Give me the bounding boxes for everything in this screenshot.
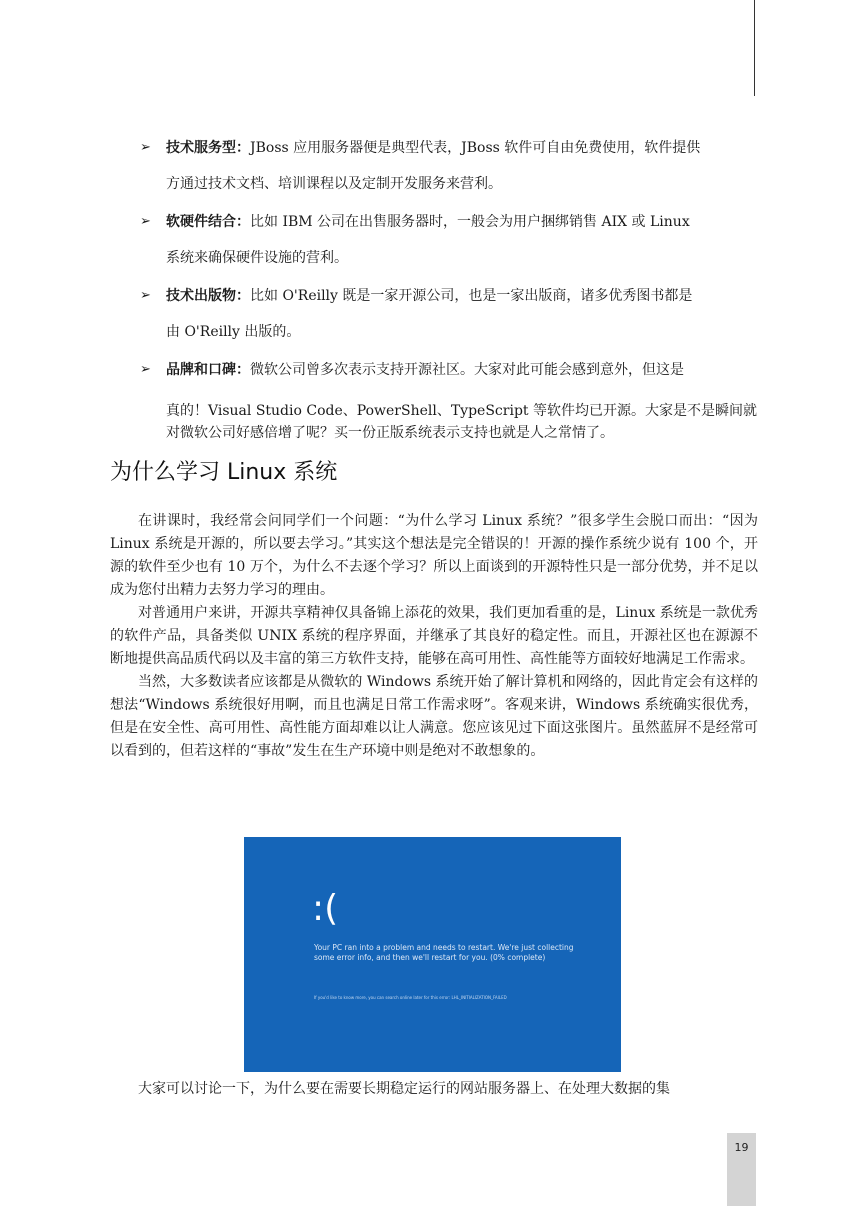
bullet-text-continued: 方通过技术文档、培训课程以及定制开发服务来营利。 <box>166 176 502 192</box>
list-item <box>140 352 760 444</box>
bullet-text-continued: 真的！Visual Studio Code、PowerShell、TypeScript 等软件均已开源。大家是不是瞬间就对微软公司好感倍增了呢？买一份正版系统表示支持也就是人之常情了。 <box>166 403 757 441</box>
bullet-list <box>140 130 760 446</box>
paragraph: 对普通用户来讲，开源共享精神仅具备锦上添花的效果，我们更加看重的是，Linux 系统是一款优秀的软件产品，具备类似 UNIX 系统的程序界面，并继承了其良好的稳定性。而且，开源社区也在源源不断地提供高品质代码以及丰富的第三方软件支持，能够在高可用性、高性能等方面较好地满足工作需求。 <box>110 605 758 667</box>
section-title: 为什么学习 Linux 系统 <box>110 460 338 485</box>
bullet-text: 微软公司曾多次表示支持开源社区。大家对此可能会感到意外，但这是 <box>250 362 684 378</box>
body-text <box>110 510 758 763</box>
bullet-text: 比如 O'Reilly 既是一家开源公司，也是一家出版商，诸多优秀图书都是 <box>250 288 693 304</box>
bullet-term: 技术服务型： <box>166 140 250 156</box>
list-item <box>140 204 760 276</box>
blue-screen-figure <box>244 837 621 1072</box>
bullet-term: 技术出版物： <box>166 288 250 304</box>
arrow-bullet-icon: ➢ <box>140 140 151 155</box>
paragraph-continued: 大家可以讨论一下，为什么要在需要长期稳定运行的网站服务器上、在处理大数据的集 <box>138 1081 670 1097</box>
bullet-term: 软硬件结合： <box>166 214 250 230</box>
bullet-text-continued: 由 O'Reilly 出版的。 <box>166 324 301 340</box>
paragraph: 在讲课时，我经常会问同学们一个问题：“为什么学习 Linux 系统？”很多学生会脱口而出：“因为 Linux 系统是开源的，所以要去学习。”其实这个想法是完全错误的！开源的操作系统少说有 100 个，开源的软件至少也有 10 万个，为什么不去逐个学习？所以上面谈到的开源特性只是一部分优势，并不足以成为您付出精力去努力学习的理由。 <box>110 513 758 598</box>
bullet-text: 比如 IBM 公司在出售服务器时，一般会为用户捆绑销售 AIX 或 Linux <box>250 214 690 230</box>
bullet-text-continued: 系统来确保硬件设施的营利。 <box>166 250 348 266</box>
bsod-stopcode: If you'd like to know more, you can search online later for this error: LHL_INITIALIZATION_FAILED <box>314 995 507 1000</box>
page-number-tab <box>727 1133 756 1206</box>
bullet-text: JBoss 应用服务器便是典型代表，JBoss 软件可自由免费使用，软件提供 <box>250 140 701 156</box>
bsod-message: Your PC ran into a problem and needs to restart. We're just collecting some error info, and then we'll restart for you. (0% complete) <box>314 943 574 962</box>
bullet-term: 品牌和口碑： <box>166 362 250 378</box>
arrow-bullet-icon: ➢ <box>140 362 151 377</box>
corner-rule <box>754 0 755 96</box>
paragraph: 当然，大多数读者应该都是从微软的 Windows 系统开始了解计算机和网络的，因此肯定会有这样的想法“Windows 系统很好用啊，而且也满足日常工作需求呀”。客观来讲，Windows 系统确实很优秀，但是在安全性、高可用性、高性能方面却难以让人满意。您应该见过下面这张图片。虽然蓝屏不是经常可以看到的，但若这样的“事故”发生在生产环境中则是绝对不敢想象的。 <box>110 674 758 759</box>
sad-face-icon: :( <box>312 888 339 929</box>
list-item <box>140 130 760 202</box>
list-item <box>140 278 760 350</box>
page-number: 19 <box>734 1141 749 1154</box>
arrow-bullet-icon: ➢ <box>140 288 151 303</box>
arrow-bullet-icon: ➢ <box>140 214 151 229</box>
